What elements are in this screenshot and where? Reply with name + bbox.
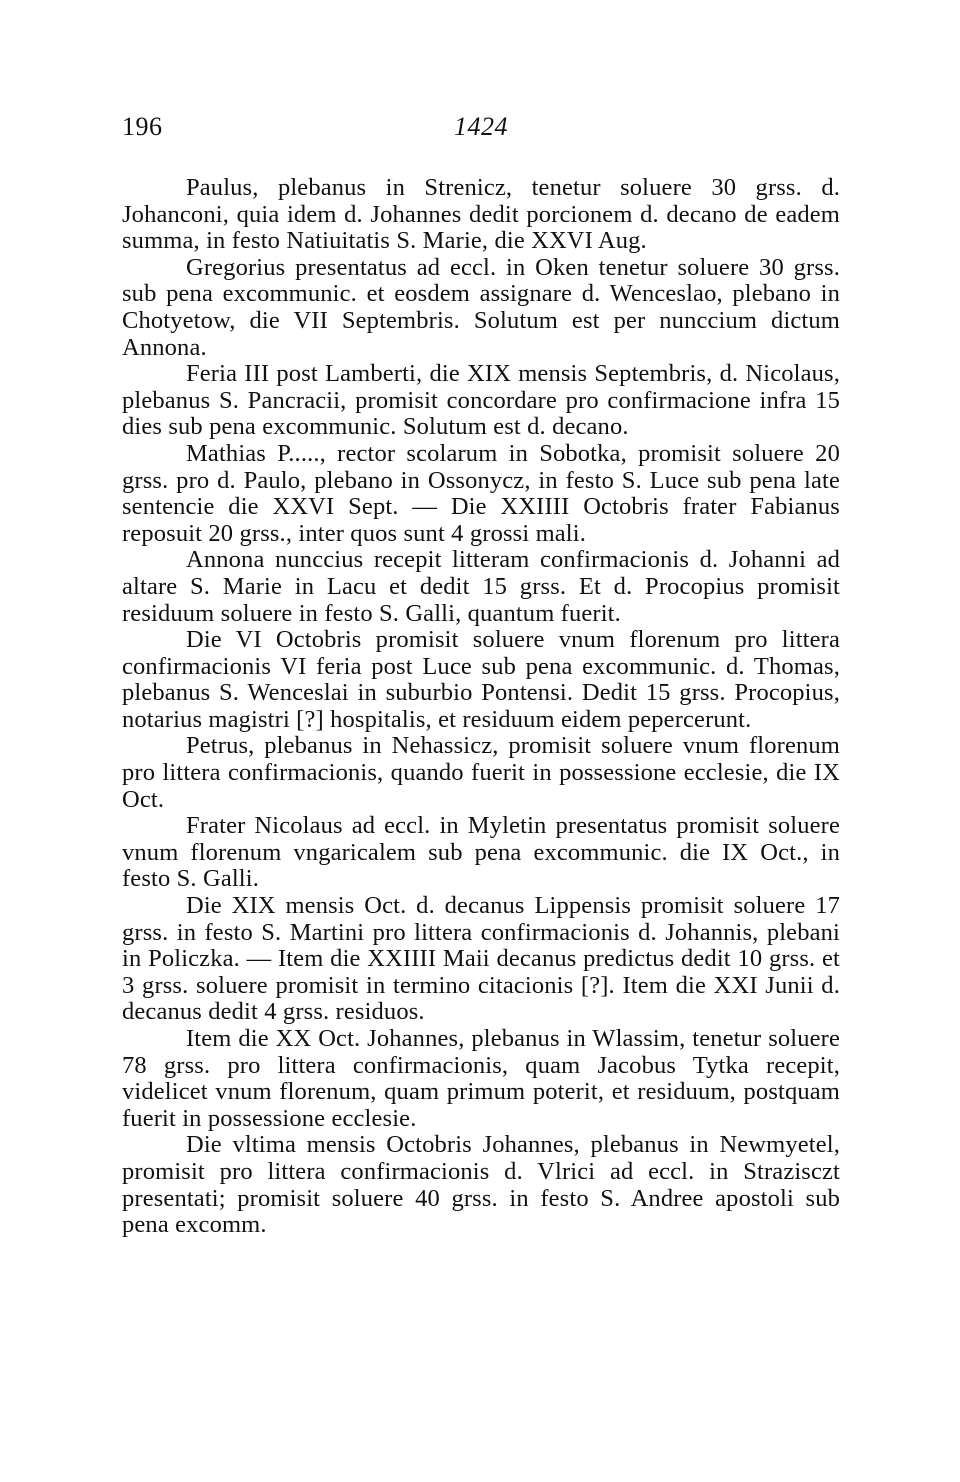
paragraph-item-die-xx: Item die XX Oct. Johannes, plebanus in Wlassim, tenetur soluere 78 grss. pro littera confirmacionis, quam Jacobus Tytka recepit, videlicet vnum florenum, quam primum poterit, et residuum, postquam fuerit in possessione ecclesie.: [122, 1025, 840, 1132]
paragraph-mathias: Mathias P....., rector scolarum in Sobotka, promisit soluere 20 grss. pro d. Paulo, plebano in Ossonycz, in festo S. Luce sub pena late sentencie die XXVI Sept. — Die XXIIII Octobris frater Fabianus reposuit 20 grss., inter quos sunt 4 grossi mali.: [122, 439, 840, 547]
running-head-year: 1424: [454, 112, 508, 141]
paragraph-die-vi-octobris: Die VI Octobris promisit soluere vnum florenum pro littera confirmacionis VI feria post Luce sub pena excommunic. d. Thomas, plebanus S. Wenceslai in suburbio Pontensi. Dedit 15 grss. Procopius, notarius magistri [?] hospitalis, et residuum eidem pepercerunt.: [122, 626, 840, 733]
paragraph-frater-nicolaus: Frater Nicolaus ad eccl. in Myletin presentatus promisit soluere vnum florenum vngaricalem sub pena excommunic. die IX Oct., in festo S. Galli.: [122, 812, 840, 893]
paragraph-gregorius: Gregorius presentatus ad eccl. in Oken tenetur soluere 30 grss. sub pena excommunic. et eosdem assignare d. Wenceslao, plebano in Chotyetow, die VII Septembris. Solutum est per nunccium dictum Annona.: [122, 253, 840, 361]
paragraph-die-vltima: Die vltima mensis Octobris Johannes, plebanus in Newmyetel, promisit pro littera confirmacionis d. Vlrici ad eccl. in Strazisczt presentati; promisit soluere 40 grss. in festo S. Andree apostoli sub pena excomm.: [122, 1131, 840, 1239]
paragraph-feria-iii: Feria III post Lamberti, die XIX mensis Septembris, d. Nicolaus, plebanus S. Pancracii, promisit concordare pro confirmacione infra 15 dies sub pena excommunic. Solutum est d. decano.: [122, 360, 840, 441]
paragraph-paulus: Paulus, plebanus in Strenicz, tenetur soluere 30 grss. d. Johanconi, quia idem d. Johannes dedit porcionem d. decano de eadem summa, in festo Natiuitatis S. Marie, die XXVI Aug.: [122, 174, 840, 255]
body-text: [122, 175, 840, 1239]
paragraph-annona: Annona nunccius recepit litteram confirmacionis d. Johanni ad altare S. Marie in Lacu et dedit 15 grss. Et d. Procopius promisit residuum soluere in festo S. Galli, quantum fuerit.: [122, 546, 840, 627]
page-number: 196: [122, 112, 163, 141]
page-header: [122, 110, 840, 144]
paragraph-petrus: Petrus, plebanus in Nehassicz, promisit soluere vnum florenum pro littera confirmacionis, quando fuerit in possessione ecclesie, die IX Oct.: [122, 732, 840, 813]
paragraph-die-xix: Die XIX mensis Oct. d. decanus Lippensis promisit soluere 17 grss. in festo S. Martini pro littera confirmacionis d. Johannis, plebani in Policzka. — Item die XXIIII Maii decanus predictus dedit 10 grss. et 3 grss. soluere promisit in termino citacionis [?]. Item die XXI Junii d. decanus dedit 4 grss. residuos.: [122, 892, 840, 1026]
